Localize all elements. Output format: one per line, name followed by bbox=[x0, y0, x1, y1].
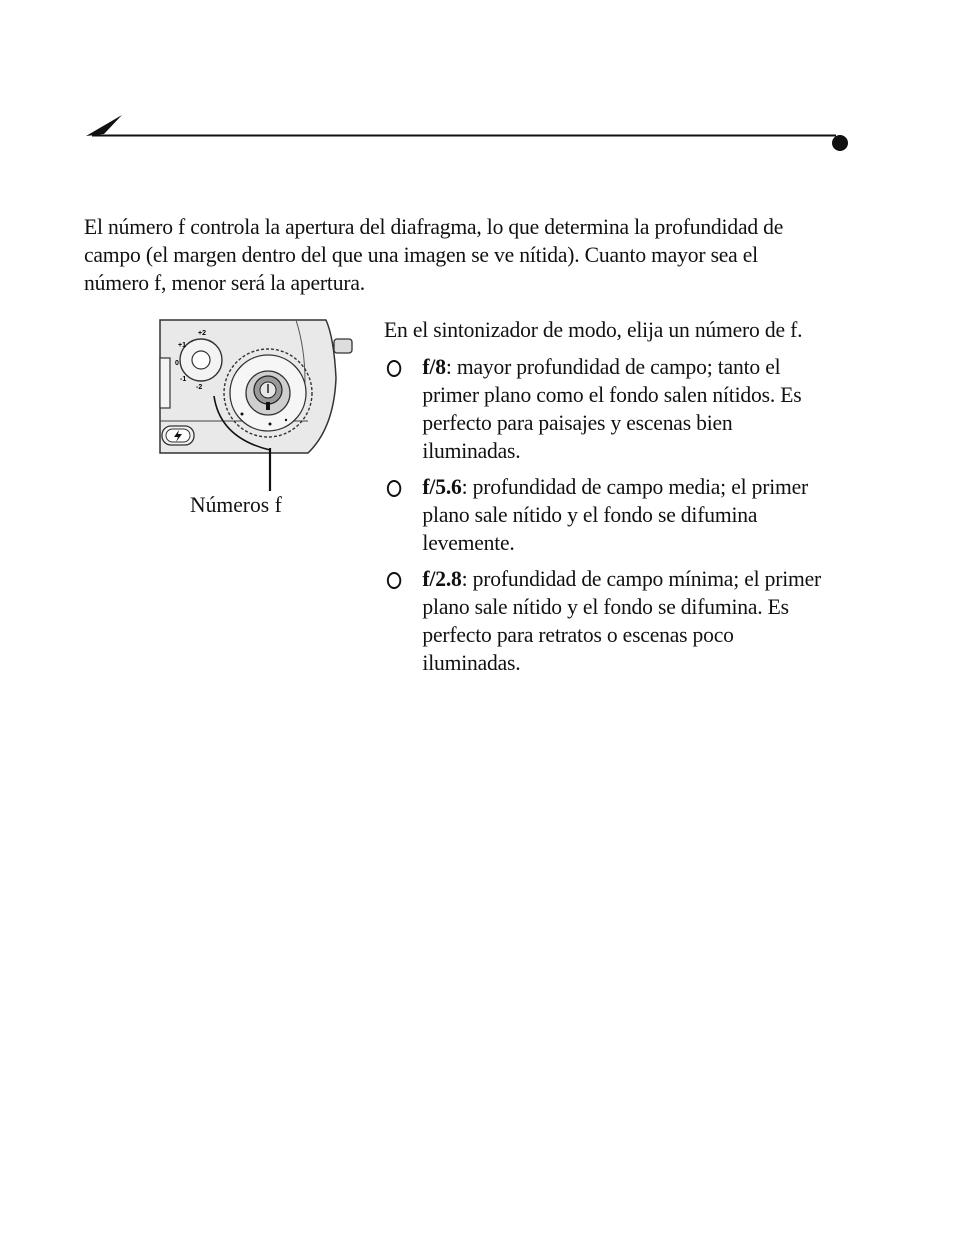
dial-label: 0 bbox=[175, 360, 179, 367]
header-rule bbox=[84, 112, 854, 152]
list-item-text: : mayor profundidad de campo; tanto el primer plano como el fondo salen nítidos. Es perfecto para paisajes y escenas bien iluminadas. bbox=[422, 354, 802, 463]
bullet-circle-icon bbox=[387, 480, 401, 497]
fnumber-list bbox=[384, 353, 835, 677]
camera-dial-illustration bbox=[158, 318, 358, 493]
list-item-text: : profundidad de campo mínima; el primer plano sale nítido y el fondo se difumina. Es perfecto para retratos o escenas poco iluminadas. bbox=[422, 566, 822, 675]
header-rule-graphic bbox=[84, 112, 854, 152]
instruction-text: En el sintonizador de modo, elija un número de f. bbox=[384, 317, 803, 342]
rule-end-dot-icon bbox=[832, 135, 848, 151]
dial-label: +1 bbox=[178, 342, 186, 349]
list-item-text: : profundidad de campo media; el primer plano sale nítido y el fondo se difumina levemente. bbox=[422, 474, 809, 555]
list-item-term: f/2.8 bbox=[422, 566, 462, 591]
dial-label: -2 bbox=[196, 384, 203, 391]
list-item bbox=[384, 353, 835, 465]
intro-paragraph: El número f controla la apertura del diafragma, lo que determina la profundidad de campo (el margen dentro del que una imagen se ve nítida). Cuanto mayor sea el número f, menor será la apertura. bbox=[84, 214, 784, 295]
list-item bbox=[384, 473, 835, 557]
arrow-tip-icon bbox=[86, 115, 122, 136]
list-item-term: f/8 bbox=[422, 354, 446, 379]
dial-label: +2 bbox=[198, 330, 206, 337]
camera-drawing bbox=[158, 318, 358, 493]
list-item bbox=[384, 565, 835, 677]
shutter-knob bbox=[334, 339, 352, 353]
dial-label: -1 bbox=[180, 376, 187, 383]
list-item-term: f/5.6 bbox=[422, 474, 462, 499]
instructions-column bbox=[384, 316, 835, 685]
figure-caption: Números f bbox=[190, 492, 282, 517]
bullet-circle-icon bbox=[387, 572, 401, 589]
bullet-circle-icon bbox=[387, 360, 401, 377]
